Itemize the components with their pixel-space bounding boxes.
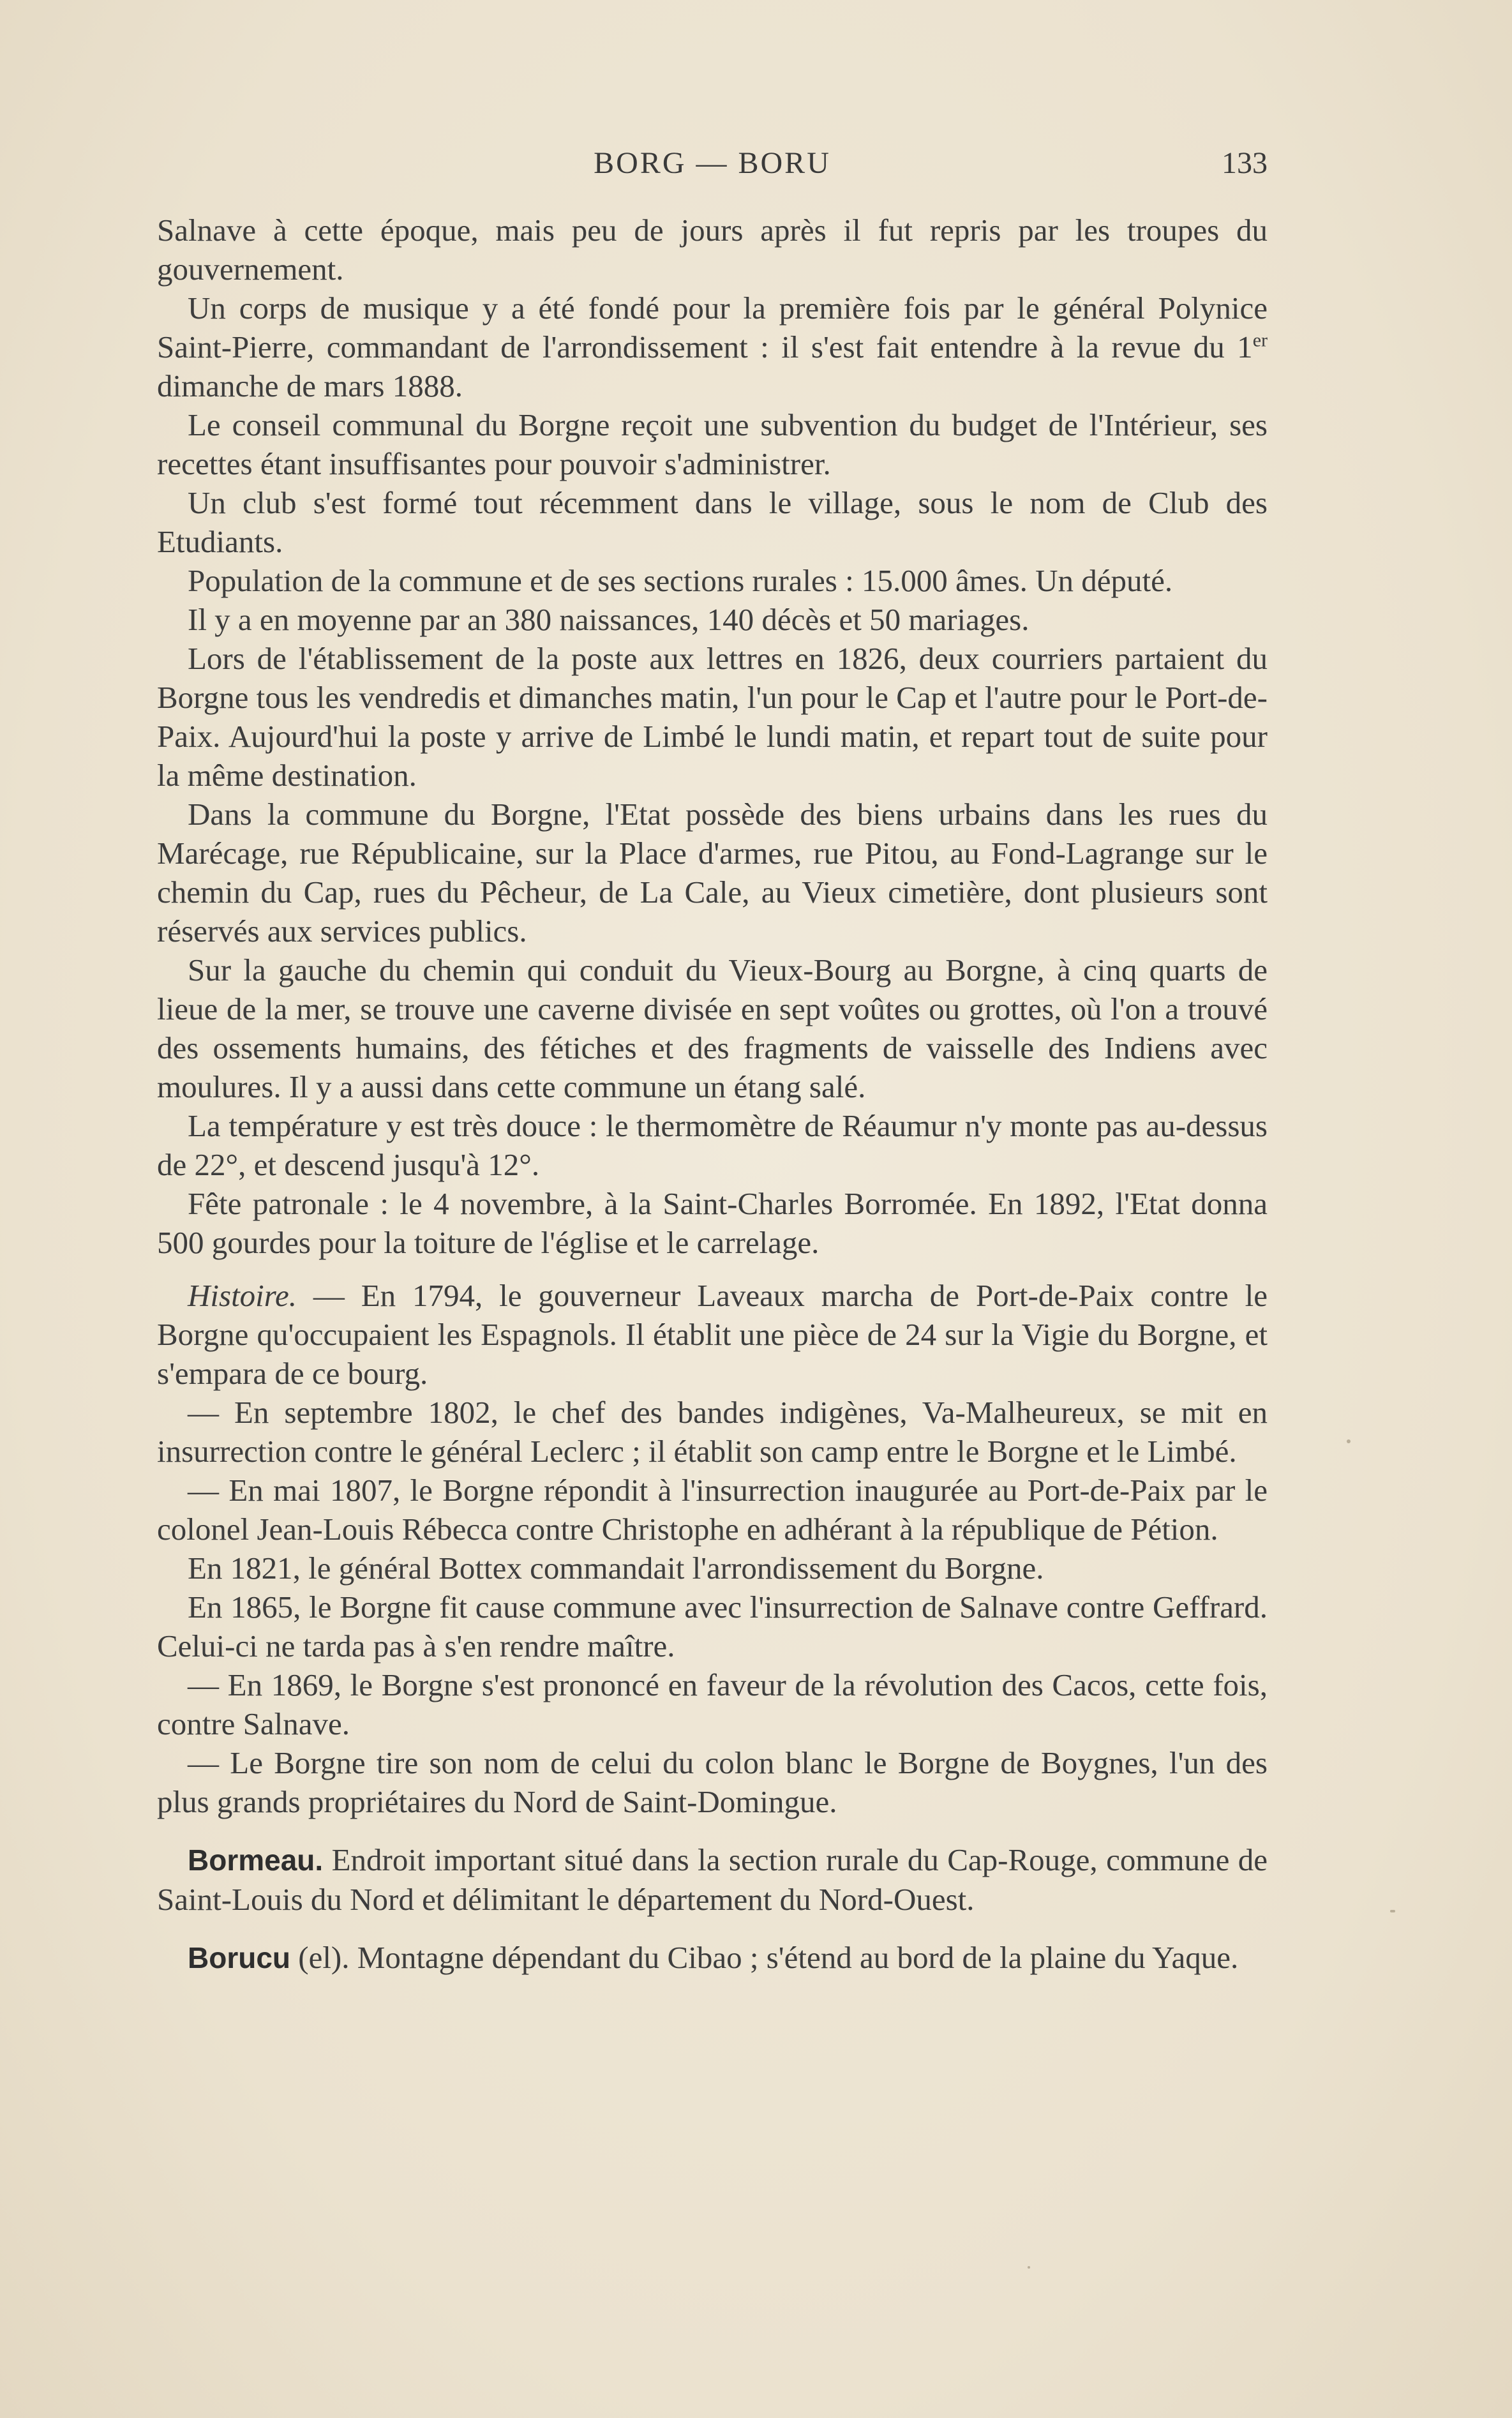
paragraph: — En mai 1807, le Borgne répondit à l'insurrection inaugurée au Port-de-Paix par le colonel Jean-Louis Rébecca contre Christophe en adhérant à la république de Pétion. xyxy=(157,1473,1268,1547)
paragraph: Sur la gauche du chemin qui conduit du Vieux-Bourg au Borgne, à cinq quarts de lieue de la mer, se trouve une caverne divisée en sept voûtes ou grottes, où l'on a trouvé des ossements humains, des fétiches et des fragments de vaisselle des Indiens avec moulures. Il y a aussi dans cette commune un étang salé. xyxy=(157,952,1268,1104)
paragraph: Salnave à cette époque, mais peu de jours après il fut repris par les troupes du gouvernement. xyxy=(157,213,1268,287)
paragraph-text: Un corps de musique y a été fondé pour la première fois par le général Polynice Saint-Pierre, commandant de l'arrondissement : il s'est fait entendre à la revue du 1 xyxy=(157,290,1268,364)
page-header xyxy=(157,146,1268,190)
paragraph: Il y a en moyenne par an 380 naissances, 140 décès et 50 mariages. xyxy=(188,602,1029,637)
paper-speck xyxy=(1028,2266,1030,2269)
paragraph: En 1865, le Borgne fit cause commune avec l'insurrection de Salnave contre Geffrard. Celui-ci ne tarda pas à s'en rendre maître. xyxy=(157,1589,1268,1663)
paragraph: Lors de l'établissement de la poste aux lettres en 1826, deux courriers partaient du Borgne tous les vendredis et dimanches matin, l'un pour le Cap et l'autre pour le Port-de-Paix. Aujourd'hui la poste y arrive de Limbé le lundi matin, et repart tout de suite pour la même destination. xyxy=(157,641,1268,793)
paragraph xyxy=(157,289,1268,405)
paragraph: — En 1869, le Borgne s'est prononcé en faveur de la révolution des Cacos, cette fois, contre Salnave. xyxy=(157,1667,1268,1741)
paragraph-text: — En 1794, le gouverneur Laveaux marcha de Port-de-Paix contre le Borgne qu'occupaient les Espagnols. Il établit une pièce de 24 sur la Vigie du Borgne, et s'empara de ce bourg. xyxy=(157,1278,1268,1391)
entry-article: (el) xyxy=(298,1940,342,1975)
paragraph: Un club s'est formé tout récemment dans le village, sous le nom de Club des Etudiants. xyxy=(157,485,1268,559)
running-title: BORG — BORU xyxy=(594,146,831,180)
paragraph: Le conseil communal du Borgne reçoit une subvention du budget de l'Intérieur, ses recettes étant insuffisantes pour pouvoir s'administrer. xyxy=(157,407,1268,481)
section-label: Histoire. xyxy=(188,1278,297,1313)
entry-headword: Bormeau. xyxy=(188,1844,324,1877)
entry-text: Endroit important situé dans la section rurale du Cap-Rouge, commune de Saint-Louis du Nord et délimitant le département du Nord-Ouest. xyxy=(157,1842,1268,1917)
entry-borucu xyxy=(157,1938,1268,1978)
paragraph: — Le Borgne tire son nom de celui du colon blanc le Borgne de Boygnes, l'un des plus grands propriétaires du Nord de Saint-Domingue. xyxy=(157,1745,1268,1819)
page-number: 133 xyxy=(1222,146,1268,180)
paper-speck xyxy=(1347,1439,1351,1443)
paragraph: Fête patronale : le 4 novembre, à la Saint-Charles Borromée. En 1892, l'Etat donna 500 gourdes pour la toiture de l'église et le carrelage. xyxy=(157,1186,1268,1260)
paper-speck xyxy=(1390,1910,1395,1912)
paragraph-text: dimanche de mars 1888. xyxy=(157,368,463,403)
body-text xyxy=(157,211,1268,1978)
paragraph: En 1821, le général Bottex commandait l'arrondissement du Borgne. xyxy=(188,1551,1044,1586)
entry-headword: Borucu xyxy=(188,1941,290,1974)
paragraph: La température y est très douce : le thermomètre de Réaumur n'y monte pas au-dessus de 22°, et descend jusqu'à 12°. xyxy=(157,1108,1268,1182)
entry-bormeau xyxy=(157,1840,1268,1919)
paragraph: Dans la commune du Borgne, l'Etat possède des biens urbains dans les rues du Marécage, rue Républicaine, sur la Place d'armes, rue Pitou, au Fond-Lagrange sur le chemin du Cap, rues du Pêcheur, de La Cale, au Vieux cimetière, dont plusieurs sont réservés aux services publics. xyxy=(157,797,1268,949)
paragraph: — En septembre 1802, le chef des bandes indigènes, Va-Malheureux, se mit en insurrection contre le général Leclerc ; il établit son camp entre le Borgne et le Limbé. xyxy=(157,1395,1268,1469)
paragraph: Population de la commune et de ses sections rurales : 15.000 âmes. Un député. xyxy=(188,563,1173,598)
paragraph-histoire xyxy=(157,1276,1268,1393)
entry-text: . Montagne dépendant du Cibao ; s'étend au bord de la plaine du Yaque. xyxy=(341,1940,1239,1975)
ordinal-suffix: er xyxy=(1252,329,1268,351)
